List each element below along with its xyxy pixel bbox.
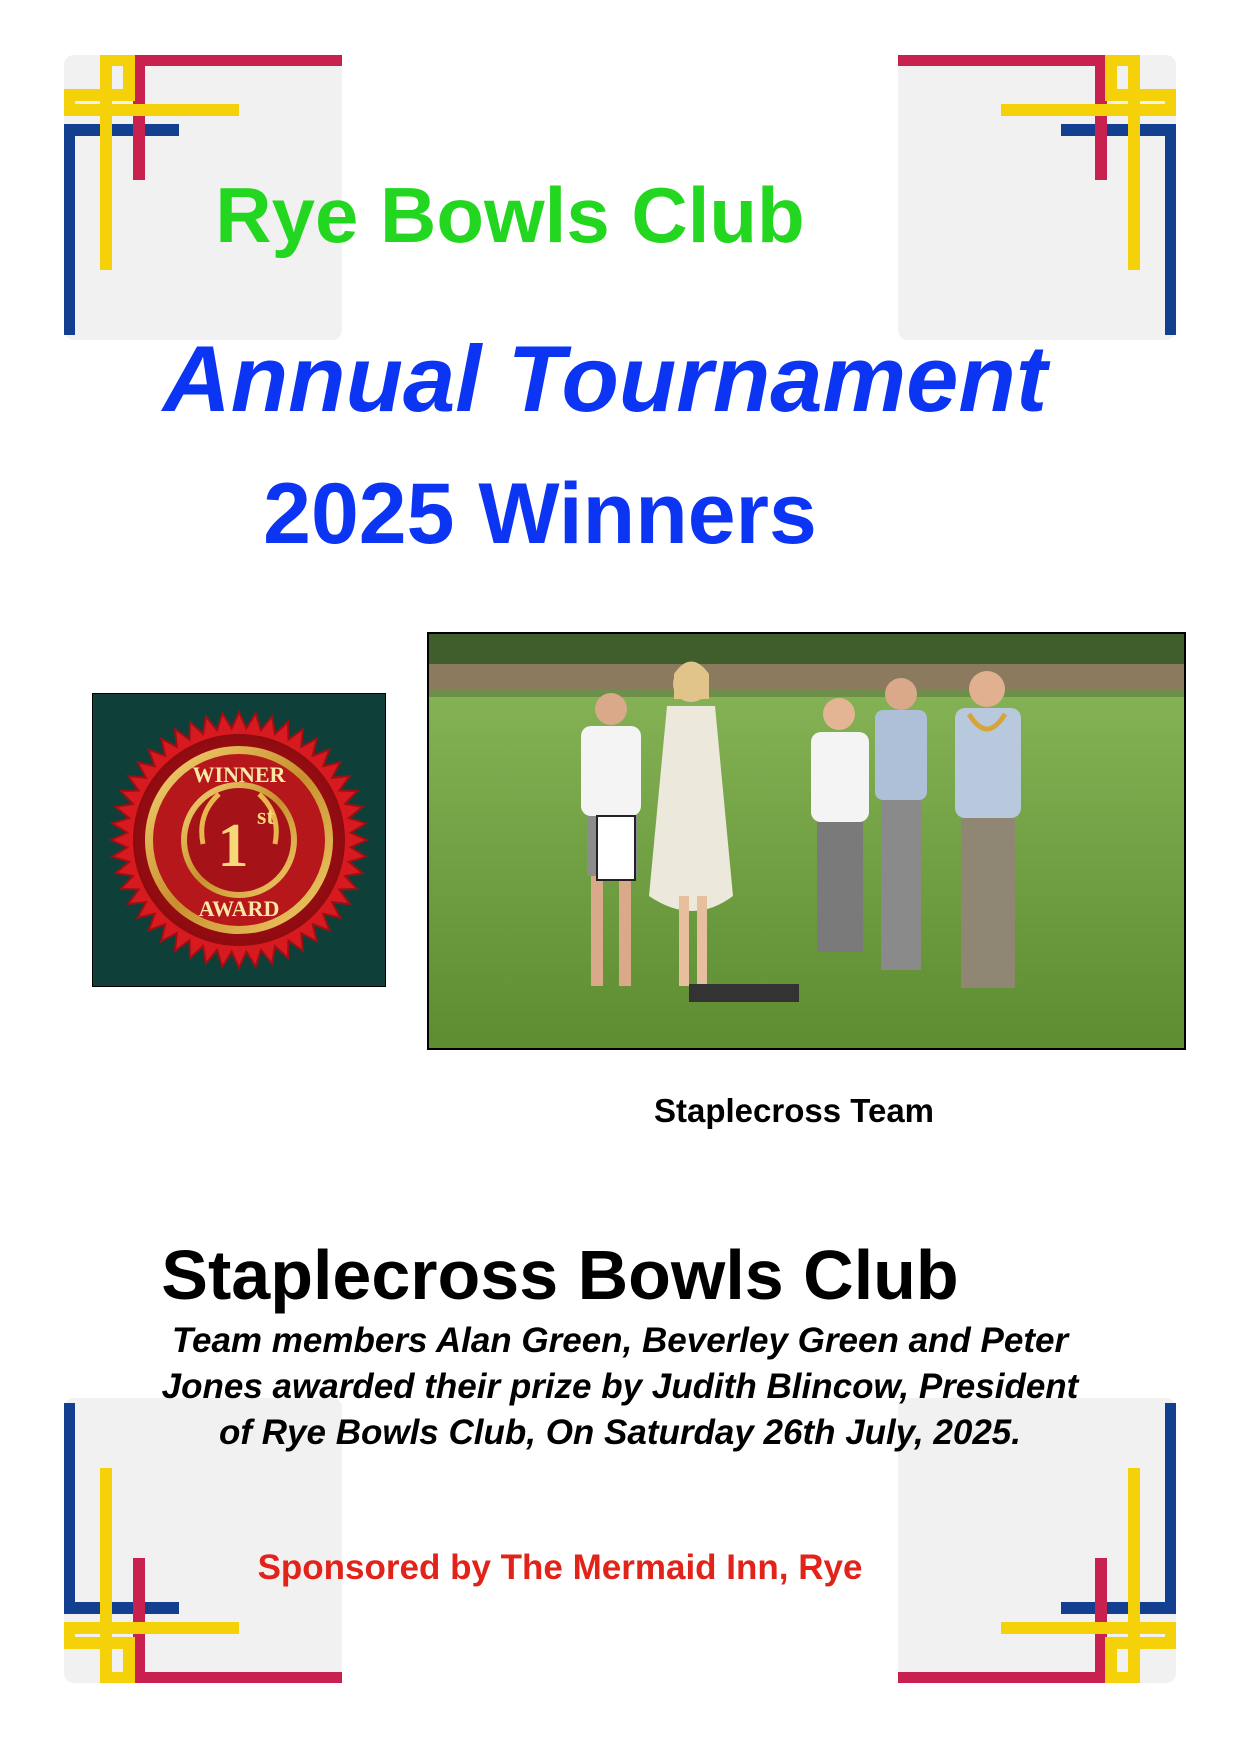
event-title: Annual Tournament [162,326,1048,431]
person-peter [875,678,927,970]
person-beverley [811,698,869,952]
person-mayor [955,671,1021,988]
team-photo [427,632,1186,1050]
photo-caption: Staplecross Team [654,1092,935,1129]
club-title: Rye Bowls Club [215,171,805,259]
year-winners-title: 2025 Winners [263,466,817,562]
winner-description: Team members Alan Green, Beverley Green and Peter Jones awarded their prize by Judith Blincow, President of Rye Bowls Club, On Saturday 26th July, 2025. [161,1321,1079,1452]
winner-award-badge [92,693,386,987]
badge-place: 1 [217,812,249,880]
badge-bottom-text: AWARD [198,896,280,921]
badge-top-text: WINNER [192,762,286,787]
badge-place-suffix: st [257,804,275,830]
winner-club-name: Staplecross Bowls Club [161,1236,959,1314]
sponsor-text: Sponsored by The Mermaid Inn, Rye [257,1548,863,1587]
